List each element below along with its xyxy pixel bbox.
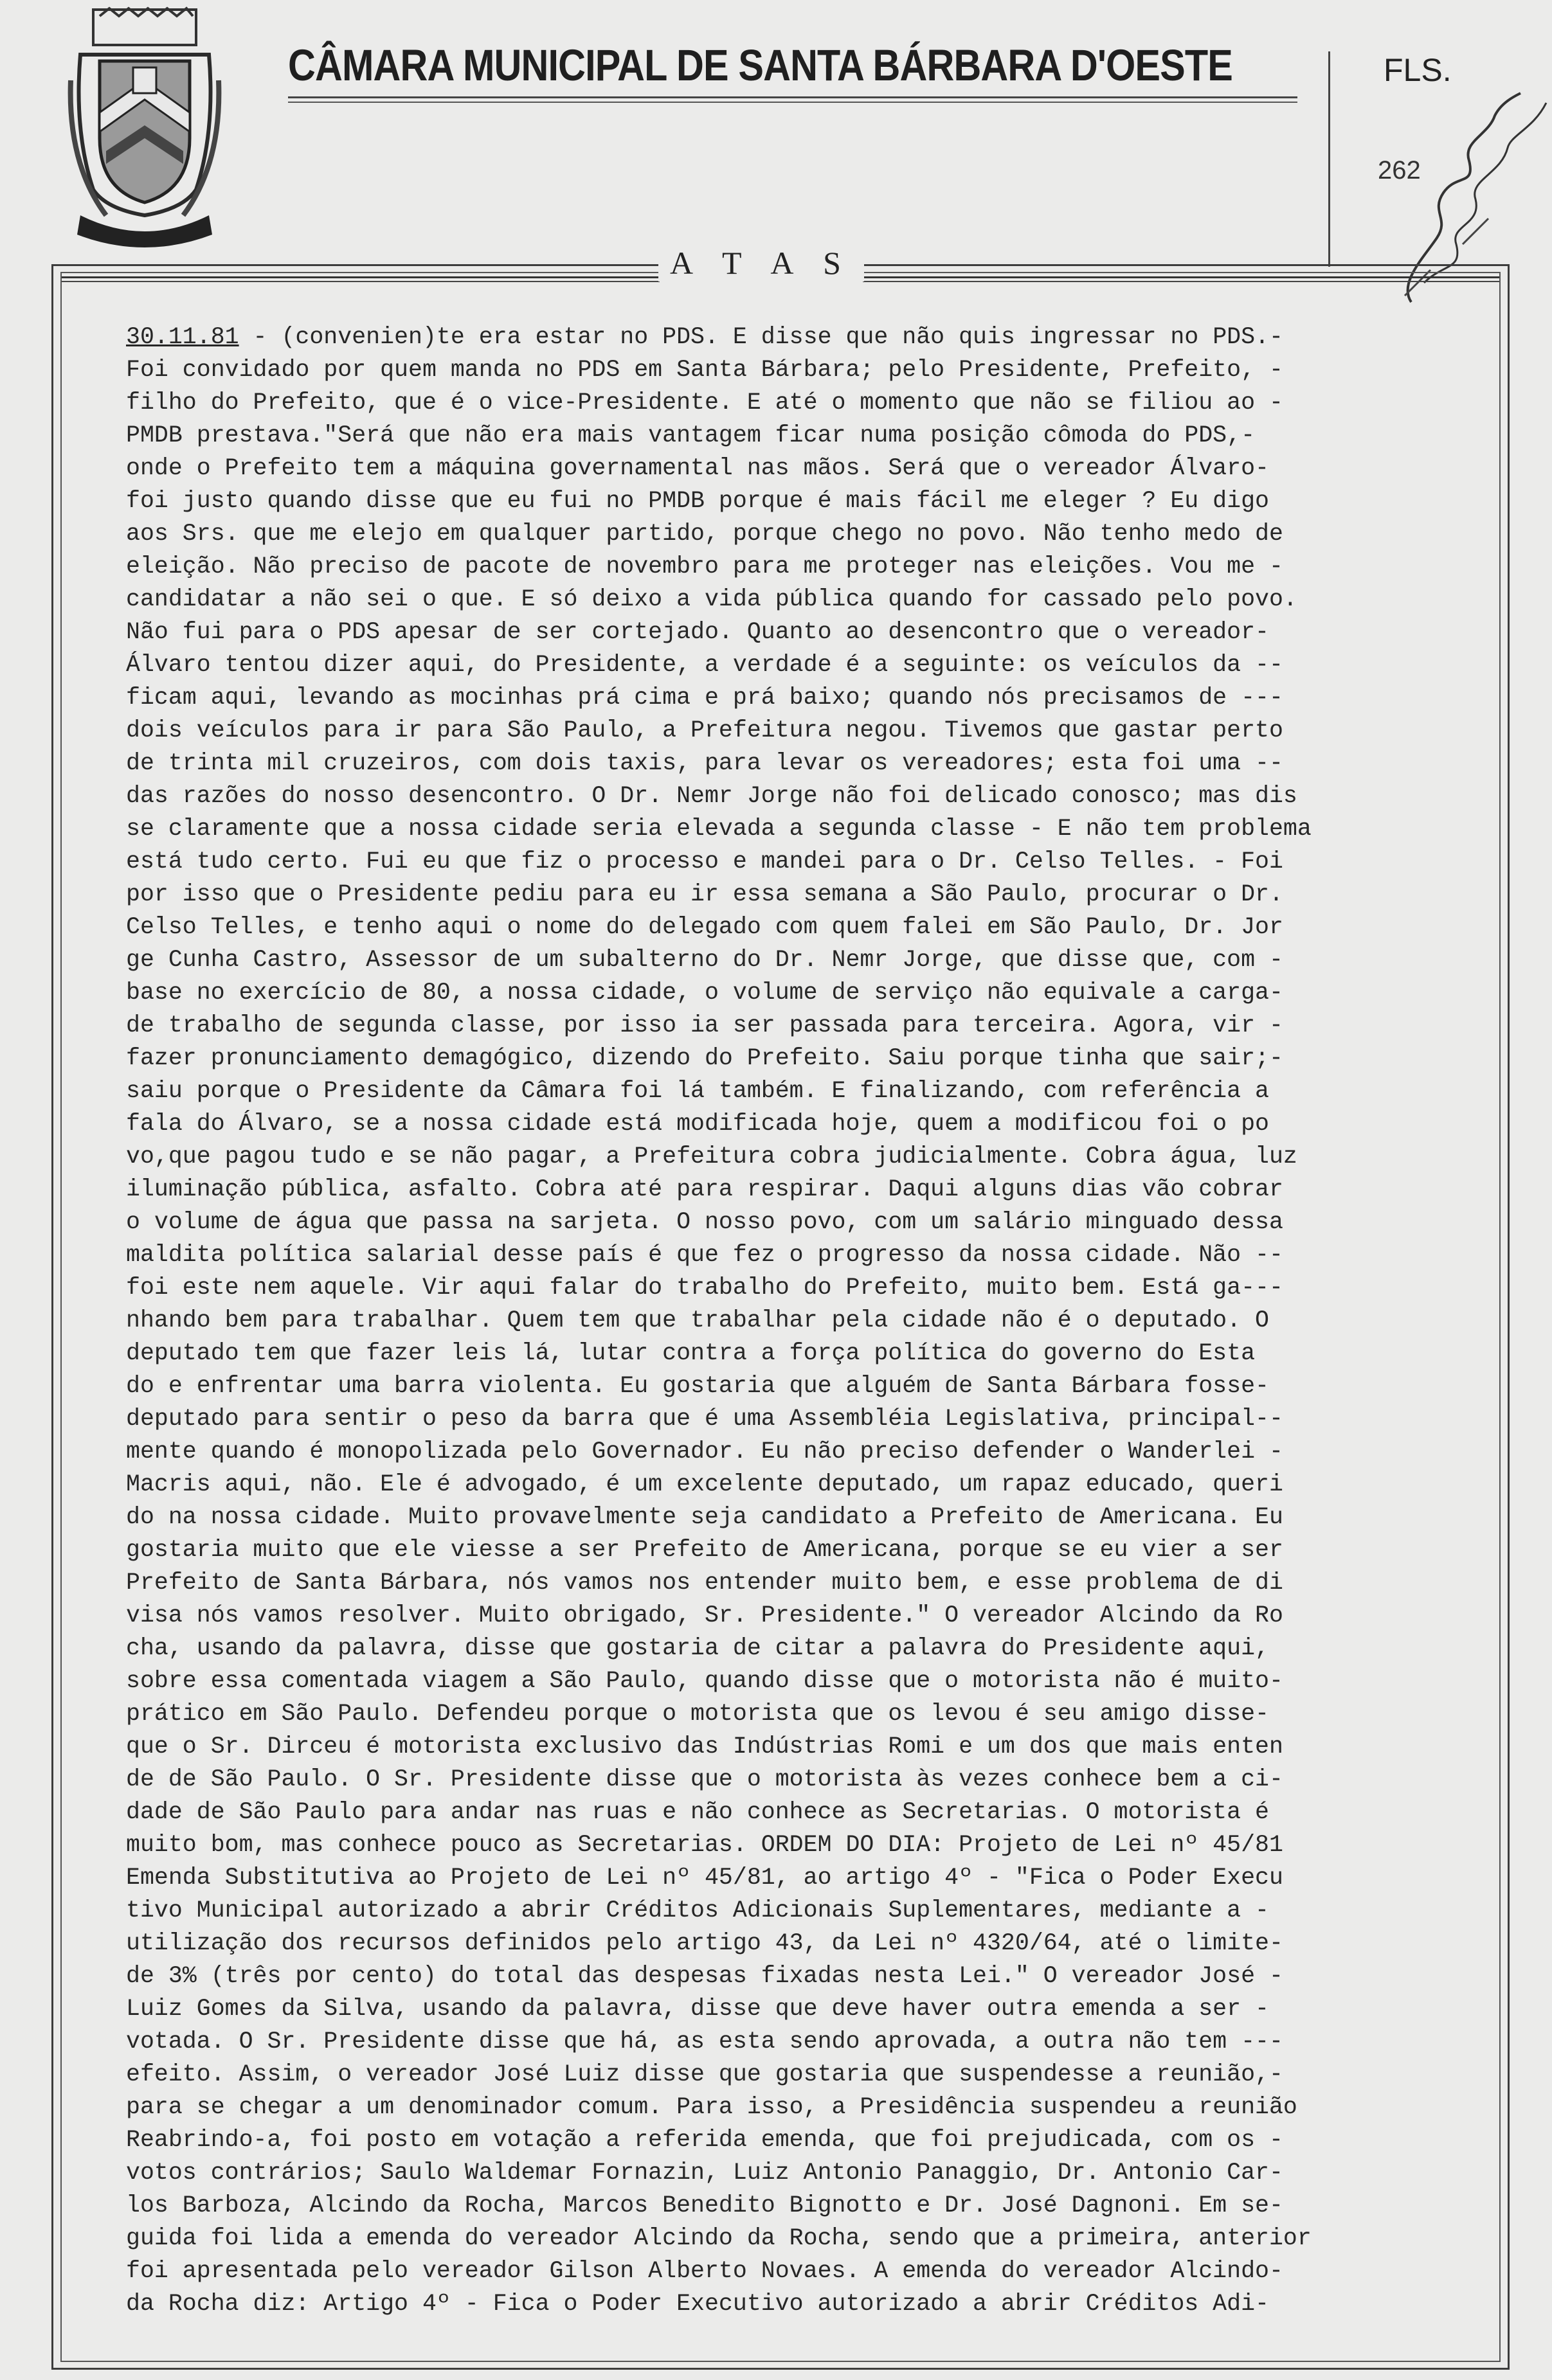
text-line: dois veículos para ir para São Paulo, a Prefeitura negou. Tivemos que gastar perto [126, 717, 1283, 744]
text-line: para se chegar a um denominador comum. Para isso, a Presidência suspendeu a reunião [126, 2094, 1297, 2120]
text-line: vo,que pagou tudo e se não pagar, a Prefeitura cobra judicialmente. Cobra água, luz [126, 1143, 1297, 1170]
text-line: dade de São Paulo para andar nas ruas e não conhece as Secretarias. O motorista é [126, 1799, 1269, 1825]
text-line: votada. O Sr. Presidente disse que há, as esta sendo aprovada, a outra não tem --- [126, 2028, 1283, 2055]
text-line: foi este nem aquele. Vir aqui falar do trabalho do Prefeito, muito bem. Está ga--- [126, 1275, 1283, 1301]
text-line: fazer pronunciamento demagógico, dizendo do Prefeito. Saiu porque tinha que sair;- [126, 1045, 1283, 1071]
text-line: PMDB prestava."Será que não era mais vantagem ficar numa posição cômoda do PDS,- [126, 422, 1256, 449]
coat-of-arms-logo [68, 3, 222, 254]
text-line: 30.11.81 - (convenien)te era estar no PDS. E disse que não quis ingressar no PDS.- [126, 324, 1283, 350]
text-line: tivo Municipal autorizado a abrir Créditos Adicionais Suplementares, mediante a - [126, 1897, 1269, 1924]
section-rule-left [62, 276, 660, 278]
text-line: utilização dos recursos definidos pelo artigo 43, da Lei nº 4320/64, até o limite- [126, 1930, 1283, 1956]
page-number: 262 [1378, 156, 1421, 184]
text-line: Prefeito de Santa Bárbara, nós vamos nos entender muito bem, e esse problema de di [126, 1570, 1283, 1596]
text-line: deputado tem que fazer leis lá, lutar contra a força política do governo do Esta [126, 1340, 1256, 1366]
text-line: candidatar a não sei o que. E só deixo a vida pública quando for cassado pelo povo. [126, 586, 1297, 613]
text-line: los Barboza, Alcindo da Rocha, Marcos Benedito Bignotto e Dr. José Dagnoni. Em se- [126, 2192, 1283, 2219]
text-line: ficam aqui, levando as mocinhas prá cima e prá baixo; quando nós precisamos de --- [126, 684, 1283, 711]
text-line: de trinta mil cruzeiros, com dois taxis, para levar os vereadores; esta foi uma -- [126, 750, 1283, 776]
text-line: prático em São Paulo. Defendeu porque o motorista que os levou é seu amigo disse- [126, 1701, 1269, 1727]
text-line: mente quando é monopolizada pelo Governador. Eu não preciso defender o Wanderlei - [126, 1438, 1283, 1465]
text-line: nhando bem para trabalhar. Quem tem que trabalhar pela cidade não é o deputado. O [126, 1307, 1269, 1334]
text-line: Não fui para o PDS apesar de ser cortejado. Quanto ao desencontro que o vereador- [126, 619, 1269, 645]
text-line: sobre essa comentada viagem a São Paulo, quando disse que o motorista não é muito- [126, 1668, 1283, 1694]
text-line: o volume de água que passa na sarjeta. O nosso povo, com um salário minguado dessa [126, 1209, 1283, 1235]
header-divider [1328, 51, 1330, 267]
text-line: de de São Paulo. O Sr. Presidente disse que o motorista às vezes conhece bem a ci- [126, 1766, 1283, 1793]
text-line: Foi convidado por quem manda no PDS em Santa Bárbara; pelo Presidente, Prefeito, - [126, 357, 1283, 383]
text-line: Celso Telles, e tenho aqui o nome do delegado com quem falei em São Paulo, Dr. Jor [126, 914, 1283, 940]
session-date: 30.11.81 [126, 324, 239, 350]
text-line: eleição. Não preciso de pacote de novembro para me proteger nas eleições. Vou me - [126, 553, 1283, 580]
text-line: Emenda Substitutiva ao Projeto de Lei nº 45/81, ao artigo 4º - "Fica o Poder Execu [126, 1865, 1283, 1891]
text-line: do e enfrentar uma barra violenta. Eu gostaria que alguém de Santa Bárbara fosse- [126, 1373, 1269, 1399]
text-line: está tudo certo. Fui eu que fiz o processo e mandei para o Dr. Celso Telles. - Foi [126, 848, 1283, 875]
text-line: Macris aqui, não. Ele é advogado, é um excelente deputado, um rapaz educado, queri [126, 1471, 1283, 1498]
text-line: Álvaro tentou dizer aqui, do Presidente, a verdade é a seguinte: os veículos da -- [126, 652, 1283, 678]
text-line: gostaria muito que ele viesse a ser Prefeito de Americana, porque se eu vier a ser [126, 1537, 1283, 1563]
text-line: foi justo quando disse que eu fui no PMDB porque é mais fácil me eleger ? Eu digo [126, 488, 1269, 514]
chamber-title: CÂMARA MUNICIPAL DE SANTA BÁRBARA D'OESTE [288, 40, 1232, 90]
text-line: muito bom, mas conhece pouco as Secretarias. ORDEM DO DIA: Projeto de Lei nº 45/81 [126, 1832, 1283, 1858]
text-line: votos contrários; Saulo Waldemar Fornazin, Luiz Antonio Panaggio, Dr. Antonio Car- [126, 2160, 1283, 2186]
text-line: fala do Álvaro, se a nossa cidade está modificada hoje, quem a modificou foi o po [126, 1111, 1269, 1137]
text-line: iluminação pública, asfalto. Cobra até para respirar. Daqui alguns dias vão cobrar [126, 1176, 1283, 1203]
text-line: guida foi lida a emenda do vereador Alcindo da Rocha, sendo que a primeira, anterior [126, 2225, 1312, 2251]
text-line: de 3% (três por cento) do total das despesas fixadas nesta Lei." O vereador José - [126, 1963, 1283, 1989]
text-line: Reabrindo-a, foi posto em votação a referida emenda, que foi prejudicada, com os - [126, 2127, 1283, 2153]
section-heading: A T A S [658, 244, 864, 282]
text-line: Luiz Gomes da Silva, usando da palavra, disse que deve haver outra emenda a ser - [126, 1996, 1269, 2022]
title-rule-secondary [288, 102, 1297, 103]
section-rule-right-2 [863, 281, 1499, 282]
text-line: foi apresentada pelo vereador Gilson Alberto Novaes. A emenda do vereador Alcindo- [126, 2258, 1283, 2284]
text-line: se claramente que a nossa cidade seria elevada a segunda classe - E não tem problema [126, 816, 1312, 842]
text-line: onde o Prefeito tem a máquina governamental nas mãos. Será que o vereador Álvaro- [126, 455, 1269, 481]
text-line: do na nossa cidade. Muito provavelmente seja candidato a Prefeito de Americana. Eu [126, 1504, 1283, 1530]
text-line: saiu porque o Presidente da Câmara foi lá também. E finalizando, com referência a [126, 1078, 1269, 1104]
section-rule-right [863, 276, 1499, 278]
text-line: cha, usando da palavra, disse que gostaria de citar a palavra do Presidente aqui, [126, 1635, 1269, 1661]
title-rule [288, 96, 1297, 98]
text-line: das razões do nosso desencontro. O Dr. Nemr Jorge não foi delicado conosco; mas dis [126, 783, 1297, 809]
text-line: que o Sr. Dirceu é motorista exclusivo das Indústrias Romi e um dos que mais enten [126, 1733, 1283, 1760]
text-line: por isso que o Presidente pediu para eu ir essa semana a São Paulo, procurar o Dr. [126, 881, 1283, 908]
text-line: efeito. Assim, o vereador José Luiz disse que gostaria que suspendesse a reunião,- [126, 2061, 1283, 2088]
text-line: visa nós vamos resolver. Muito obrigado, Sr. Presidente." O vereador Alcindo da Ro [126, 1602, 1283, 1629]
text-line: base no exercício de 80, a nossa cidade, o volume de serviço não equivale a carga- [126, 980, 1283, 1006]
text-line: aos Srs. que me elejo em qualquer partido, porque chego no povo. Não tenho medo de [126, 521, 1283, 547]
text-line: filho do Prefeito, que é o vice-Presidente. E até o momento que não se filiou ao - [126, 389, 1283, 416]
section-rule-left-2 [62, 281, 660, 282]
text-line: de trabalho de segunda classe, por isso ia ser passada para terceira. Agora, vir - [126, 1012, 1283, 1039]
fls-label: FLS. [1384, 52, 1452, 88]
text-line: deputado para sentir o peso da barra que é uma Assembléia Legislativa, principal-- [126, 1406, 1283, 1432]
text-line: ge Cunha Castro, Assessor de um subalterno do Dr. Nemr Jorge, que disse que, com - [126, 947, 1283, 973]
text-line: maldita política salarial desse país é que fez o progresso da nossa cidade. Não -- [126, 1242, 1283, 1268]
text-line: da Rocha diz: Artigo 4º - Fica o Poder Executivo autorizado a abrir Créditos Adi- [126, 2291, 1269, 2317]
